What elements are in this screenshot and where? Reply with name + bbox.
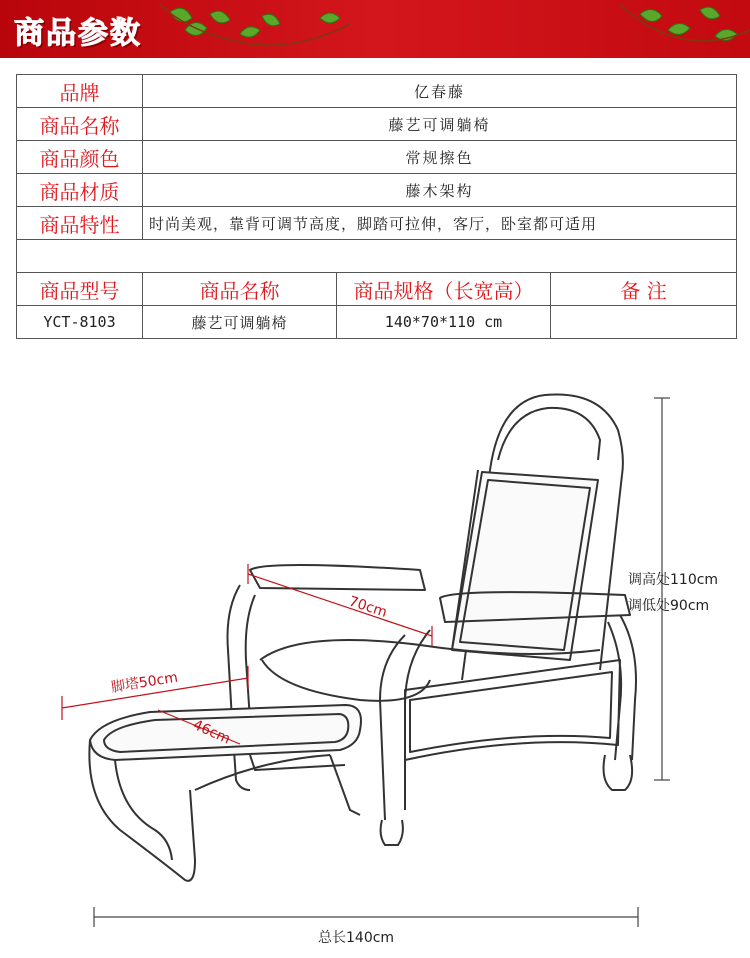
- row-value: 常规擦色: [143, 141, 737, 174]
- row-label: 商品名称: [17, 108, 143, 141]
- row-label: 商品材质: [17, 174, 143, 207]
- row-label: 商品特性: [17, 207, 143, 240]
- header-size: 商品规格（长宽高）: [337, 273, 551, 306]
- seat-depth-label: 70cm: [346, 593, 389, 621]
- row-value: 藤艺可调躺椅: [143, 108, 737, 141]
- product-model: YCT-8103: [17, 306, 143, 339]
- spec-table: [16, 74, 737, 339]
- spec-row-material: [17, 174, 737, 207]
- spec-header-row: [17, 273, 737, 306]
- footrest-length-label: 脚塔50cm: [110, 669, 179, 696]
- spec-row-empty: [17, 240, 737, 273]
- section-banner: [0, 0, 750, 58]
- height-low-label: 调低处90cm: [628, 598, 710, 614]
- chair-dimension-diagram: [0, 360, 750, 954]
- row-label: 品牌: [17, 75, 143, 108]
- spec-product-row: [17, 306, 737, 339]
- spec-row-features: [17, 207, 737, 240]
- banner-title: 商品参数: [14, 16, 142, 51]
- row-value: 亿春藤: [143, 75, 737, 108]
- footrest-width-label: 46cm: [190, 717, 233, 748]
- header-note: 备 注: [551, 273, 737, 306]
- chair-drawing: [0, 360, 750, 954]
- spec-row-name: [17, 108, 737, 141]
- spec-row-color: [17, 141, 737, 174]
- header-name: 商品名称: [143, 273, 337, 306]
- header-model: 商品型号: [17, 273, 143, 306]
- total-length-label: 总长140cm: [318, 930, 395, 946]
- height-high-label: 调高处110cm: [628, 572, 719, 588]
- product-size: 140*70*110 cm: [337, 306, 551, 339]
- row-value: 藤木架构: [143, 174, 737, 207]
- row-value: 时尚美观，靠背可调节高度，脚踏可拉伸，客厅，卧室都可适用: [143, 207, 737, 240]
- row-label: 商品颜色: [17, 141, 143, 174]
- product-name: 藤艺可调躺椅: [143, 306, 337, 339]
- product-note: [551, 306, 737, 339]
- spec-row-brand: [17, 75, 737, 108]
